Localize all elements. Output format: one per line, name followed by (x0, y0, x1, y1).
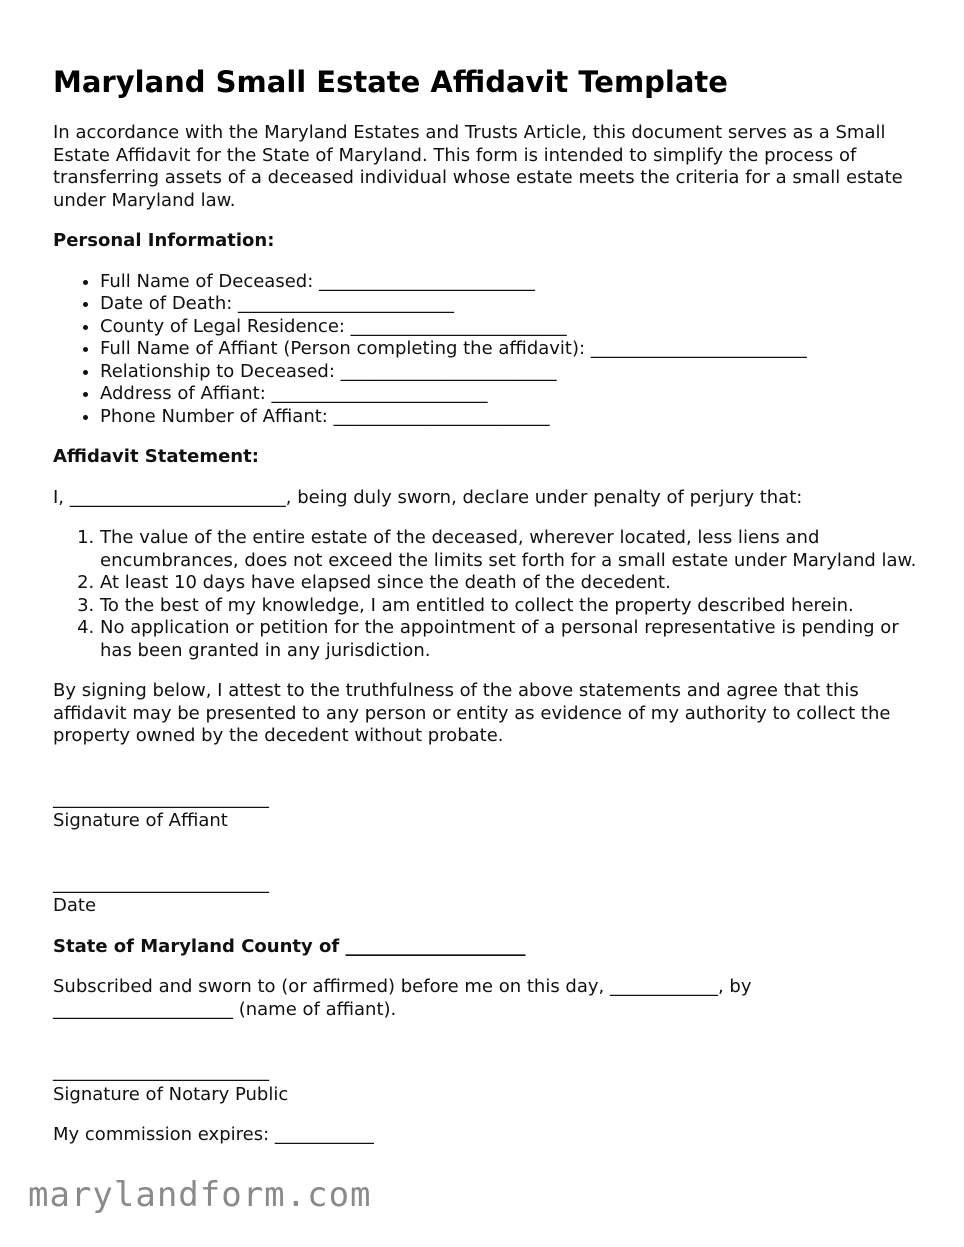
notary-sworn-line-1: Subscribed and sworn to (or affirmed) before me on this day, ____________, by (53, 976, 752, 997)
notary-sworn-line-2: ____________________ (name of affiant). (53, 998, 397, 1020)
notary-heading: State of Maryland County of ____________________ (53, 935, 526, 957)
declaration-line: I, ________________________, being duly sworn, declare under penalty of perjury that: (53, 486, 803, 508)
affiant-signature-line: ________________________ (53, 787, 269, 809)
field-relationship: • Relationship to Deceased: ________________________ (100, 361, 923, 384)
personal-info-list (53, 271, 923, 429)
notary-signature-block (53, 1061, 923, 1106)
affiant-signature-block (53, 788, 923, 833)
notary-signature-line: ________________________ (53, 1061, 269, 1082)
affiant-signature-label: Signature of Affiant (53, 810, 228, 831)
document-title: Maryland Small Estate Affidavit Template (53, 65, 728, 99)
personal-info-heading: Personal Information: (53, 230, 275, 251)
attestation-paragraph: By signing below, I attest to the truthfulness of the above statements and agree that this affidavit may be presented to any person or entity as evidence of my authority to collect the property owned by the decedent without probate. (53, 680, 891, 746)
intro-paragraph: In accordance with the Maryland Estates and Trusts Article, this document serves as a Small Estate Affidavit for the State of Maryland. This form is intended to simplify the process of transferring assets of a deceased individual whose estate meets the criteria for a small estate under Maryland law. (53, 122, 903, 211)
field-affiant-phone: • Phone Number of Affiant: ________________________ (100, 406, 923, 429)
affidavit-statements-list (53, 527, 923, 662)
statement-entitlement: 3. To the best of my knowledge, I am entitled to collect the property described herein. (100, 595, 923, 618)
date-label: Date (53, 895, 97, 916)
field-affiant-name: • Full Name of Affiant (Person completing the affidavit): ________________________ (100, 338, 923, 361)
statement-days-elapsed: 2. At least 10 days have elapsed since the death of the decedent. (100, 572, 923, 595)
affidavit-heading: Affidavit Statement: (53, 446, 259, 467)
field-date-of-death: • Date of Death: ________________________ (100, 293, 923, 316)
notary-sworn-statement (53, 976, 923, 1021)
statement-no-petition: 4. No application or petition for the appointment of a personal representative is pending or has been granted in any jurisdiction. (100, 617, 923, 662)
date-block (53, 873, 923, 918)
document-page (53, 62, 923, 1165)
field-county-residence: • County of Legal Residence: ________________________ (100, 316, 923, 339)
site-watermark: marylandform.com (28, 1175, 372, 1215)
date-line: ________________________ (53, 872, 269, 894)
field-deceased-name: • Full Name of Deceased: ________________________ (100, 271, 923, 294)
commission-expires: My commission expires: ___________ (53, 1124, 374, 1145)
field-affiant-address: • Address of Affiant: ________________________ (100, 383, 923, 406)
statement-estate-value: 1. The value of the entire estate of the deceased, wherever located, less liens and encumbrances, does not exceed the limits set forth for a small estate under Maryland law. (100, 527, 923, 572)
notary-signature-label: Signature of Notary Public (53, 1083, 289, 1105)
